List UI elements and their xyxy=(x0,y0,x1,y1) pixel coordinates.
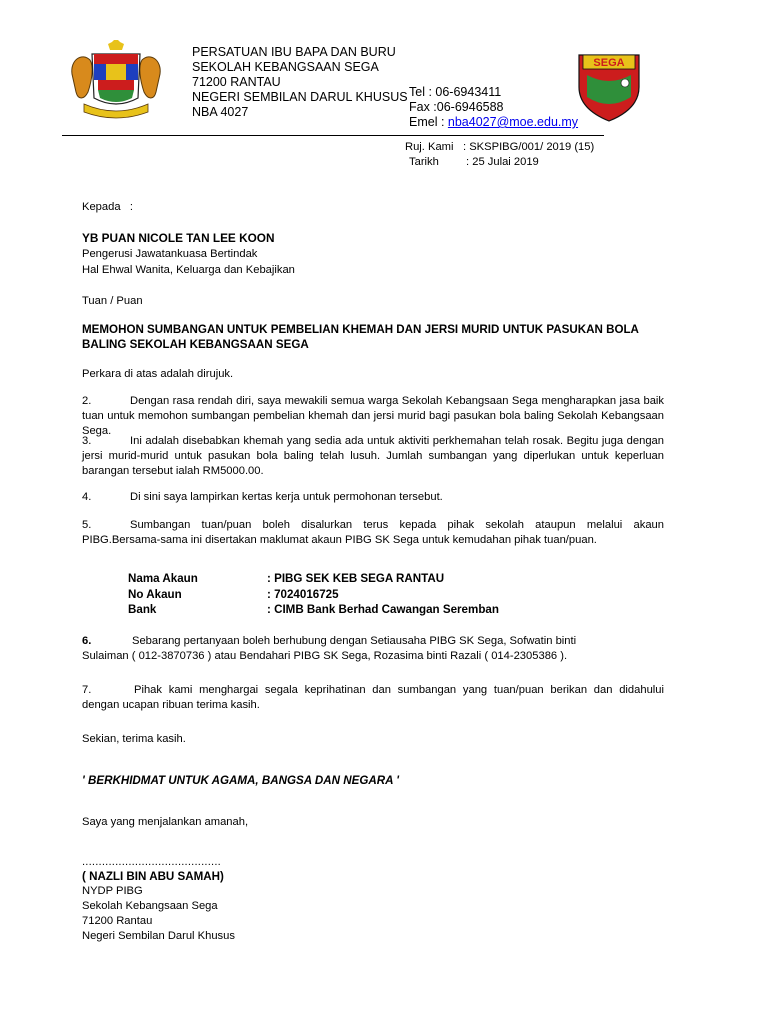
signatory-title: NYDP PIBG xyxy=(82,885,143,897)
recipient-line-2: Hal Ehwal Wanita, Keluarga dan Kebajikan xyxy=(82,264,295,276)
tarikh-value: : 25 Julai 2019 xyxy=(466,156,539,168)
paragraph-3-number: 3. xyxy=(82,435,92,447)
bank-value: : CIMB Bank Berhad Cawangan Seremban xyxy=(267,603,499,616)
school-logo-text: SEGA xyxy=(593,57,625,69)
amanah: Saya yang menjalankan amanah, xyxy=(82,816,249,828)
bank-label: Bank xyxy=(128,603,157,616)
paragraph-4 xyxy=(82,490,443,505)
paragraph-7-text: Pihak kami menghargai segala keprihatinan dan sumbangan yang tuan/puan berikan dan didahului dengan ucapan ribuan terima kasih. xyxy=(82,684,664,711)
letterhead-contacts xyxy=(409,85,578,130)
signatory-school: Sekolah Kebangsaan Sega xyxy=(82,900,218,912)
salutation: Tuan / Puan xyxy=(82,295,143,307)
paragraph-7-number: 7. xyxy=(82,684,92,696)
recipient-line-1: Pengerusi Jawatankuasa Bertindak xyxy=(82,248,258,260)
signatory-details xyxy=(82,884,235,944)
paragraph-5-number: 5. xyxy=(82,519,92,531)
account-row-name xyxy=(128,571,499,587)
telephone: Tel : 06-6943411 xyxy=(409,85,502,99)
account-number-value: : 7024016725 xyxy=(267,587,339,601)
closing: Sekian, terima kasih. xyxy=(82,733,186,745)
paragraph-3 xyxy=(82,434,664,479)
signatory-state: Negeri Sembilan Darul Khusus xyxy=(82,930,235,942)
email-label: Emel : xyxy=(409,115,448,129)
org-line-4: NEGERI SEMBILAN DARUL KHUSUS xyxy=(192,90,408,104)
ruj-label: Ruj. Kami xyxy=(405,141,454,153)
paragraph-5-text: Sumbangan tuan/puan boleh disalurkan terus kepada pihak sekolah ataupun melalui akaun PIBG.Bersama-sama ini disertakan maklumat akaun PIBG SK Sega untuk kemudahan pihak tuan/puan. xyxy=(82,519,664,546)
motto: ' BERKHIDMAT UNTUK AGAMA, BANGSA DAN NEGARA ' xyxy=(82,774,400,787)
paragraph-6-number: 6. xyxy=(82,635,92,647)
paragraph-6 xyxy=(82,634,582,664)
fax: Fax :06-6946588 xyxy=(409,100,504,114)
coat-of-arms-logo xyxy=(68,40,164,122)
reference-block xyxy=(405,140,594,170)
ruj-kami-row xyxy=(405,140,594,155)
tarikh-label: Tarikh xyxy=(409,156,439,168)
tarikh-row xyxy=(405,155,594,170)
school-logo xyxy=(569,47,649,123)
org-line-2: SEKOLAH KEBANGSAAN SEGA xyxy=(192,60,379,74)
recipient-name: YB PUAN NICOLE TAN LEE KOON xyxy=(82,231,275,245)
org-line-5: NBA 4027 xyxy=(192,105,249,119)
account-name-value: : PIBG SEK KEB SEGA RANTAU xyxy=(267,572,445,585)
email-line xyxy=(409,115,578,130)
paragraph-2-text: Dengan rasa rendah diri, saya mewakili semua warga Sekolah Kebangsaan Sega mengharapkan jasa baik tuan untuk memohon sumbangan pembelian khemah dan jersi murid bagi pasukan bola baling Sekolah Kebangsaan Sega. xyxy=(82,395,664,437)
signatory-postcode: 71200 Rantau xyxy=(82,915,153,927)
paragraph-4-text: Di sini saya lampirkan kertas kerja untuk permohonan tersebut. xyxy=(130,491,443,503)
account-number-label: No Akaun xyxy=(128,587,182,601)
paragraph-2-number: 2. xyxy=(82,395,92,407)
signatory-name: ( NAZLI BIN ABU SAMAH) xyxy=(82,870,224,883)
paragraph-4-number: 4. xyxy=(82,491,92,503)
paragraph-6-text: Sebarang pertanyaan boleh berhubung dengan Setiausaha PIBG SK Sega, Sofwatin binti Sulaiman ( 012-3870736 ) atau Bendahari PIBG SK Sega, Rozasima binti Razali ( 014-2305386 ). xyxy=(82,635,577,662)
paragraph-7 xyxy=(82,683,664,713)
paragraph-2 xyxy=(82,394,664,439)
org-line-3: 71200 RANTAU xyxy=(192,75,281,89)
letterhead-divider xyxy=(62,135,604,136)
account-row-bank xyxy=(128,602,499,618)
email-link[interactable]: nba4027@moe.edu.my xyxy=(447,115,579,129)
account-row-number xyxy=(128,587,499,603)
paragraph-5 xyxy=(82,518,664,548)
account-details xyxy=(128,571,499,618)
letterhead-organisation xyxy=(192,45,408,120)
paragraph-1: Perkara di atas adalah dirujuk. xyxy=(82,368,234,380)
paragraph-3-text: Ini adalah disebabkan khemah yang sedia ada untuk aktiviti perkhemahan telah rosak. Begitu juga dengan jersi murid-murid untuk pasukan bola baling telah lusuh. Jumlah sumbangan yang diperlukan untuk keperluan barangan tersebut ialah RM5000.00. xyxy=(82,435,664,477)
kepada-label: Kepada : xyxy=(82,201,134,213)
org-line-1: PERSATUAN IBU BAPA DAN BURU xyxy=(192,45,396,59)
account-name-label: Nama Akaun xyxy=(128,572,198,585)
subject: MEMOHON SUMBANGAN UNTUK PEMBELIAN KHEMAH DAN JERSI MURID UNTUK PASUKAN BOLA BALING SEKOLAH KEBANGSAAN SEGA xyxy=(82,323,639,351)
signature-dots: .......................................... xyxy=(82,856,221,868)
ruj-value: : SKSPIBG/001/ 2019 (15) xyxy=(463,141,595,153)
